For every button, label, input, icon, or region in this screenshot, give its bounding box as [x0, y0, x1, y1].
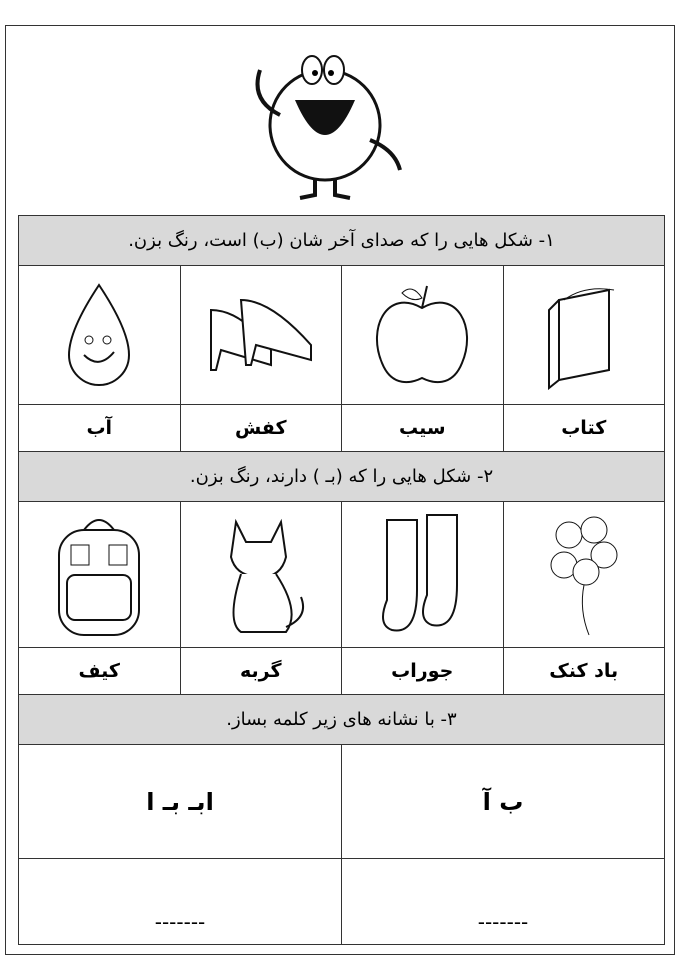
book-picture[interactable]: [503, 266, 665, 405]
apple-picture[interactable]: [342, 266, 504, 405]
label-cat: گربه: [180, 648, 342, 695]
label-balloons: باد کنک: [503, 648, 665, 695]
label-socks: جوراب: [342, 648, 504, 695]
label-shoes: کفش: [180, 405, 342, 452]
prompt-letters-2: ابـ بـ ا: [19, 745, 342, 859]
backpack-picture[interactable]: [19, 502, 181, 648]
answer-blank-2[interactable]: -------: [19, 859, 342, 945]
water-drop-picture[interactable]: [19, 266, 181, 405]
shoes-picture[interactable]: [180, 266, 342, 405]
label-book: کتاب: [503, 405, 665, 452]
globe-mascot-illustration: [230, 40, 420, 200]
section3-title: ۳- با نشانه های زیر کلمه بساز.: [19, 695, 665, 745]
socks-picture[interactable]: [342, 502, 504, 648]
answer-blank-1[interactable]: -------: [342, 859, 665, 945]
prompt-letters-1: ب آ: [342, 745, 665, 859]
section2-title: ۲- شکل هایی را که (بـ ) دارند، رنگ بزن.: [19, 452, 665, 502]
label-backpack: کیف: [19, 648, 181, 695]
label-water: آب: [19, 405, 181, 452]
section1-title: ۱- شکل هایی را که صدای آخر شان (ب) است، رنگ بزن.: [19, 216, 665, 266]
worksheet-table: [18, 215, 665, 945]
balloons-picture[interactable]: [503, 502, 665, 648]
label-apple: سیب: [342, 405, 504, 452]
cat-picture[interactable]: [180, 502, 342, 648]
